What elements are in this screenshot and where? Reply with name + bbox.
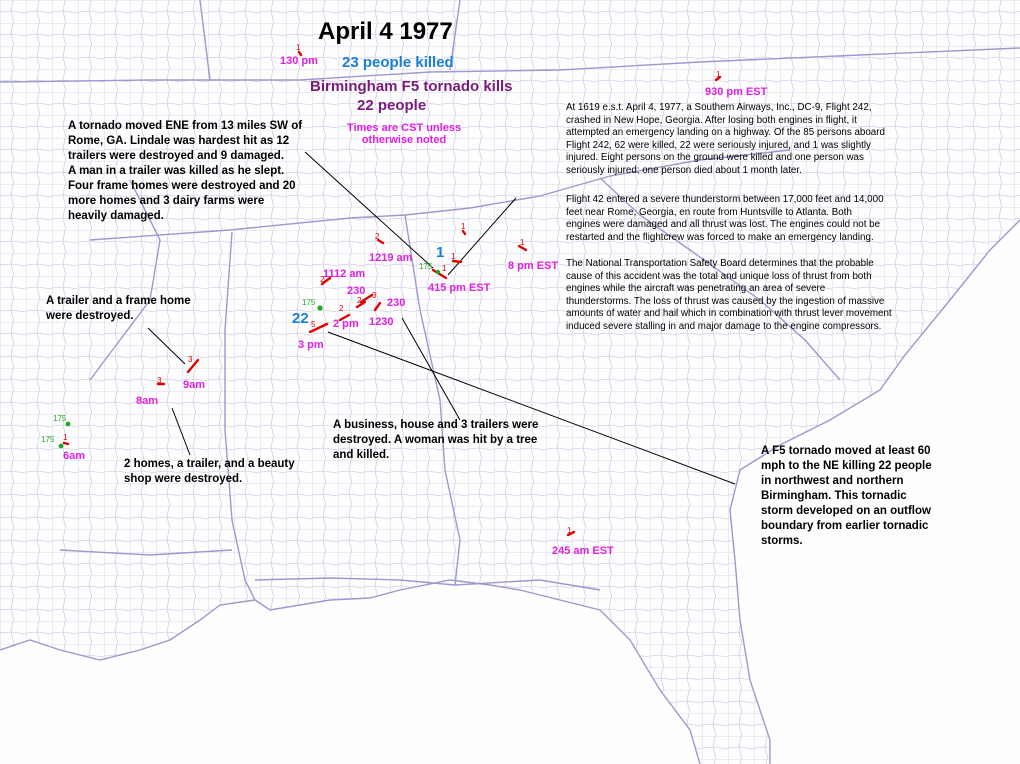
- fujita-label: 3: [157, 376, 162, 385]
- fujita-label: 1: [520, 238, 525, 247]
- time-label: 245 am EST: [552, 545, 614, 557]
- headline-line1: Birmingham F5 tornado kills: [310, 78, 513, 95]
- times-note: Times are CST unless otherwise noted: [346, 122, 462, 146]
- fujita-label: 1: [442, 264, 447, 273]
- fujita-label: 2: [375, 232, 380, 241]
- time-label: 2 pm: [333, 318, 359, 330]
- flight-marker-label: 1: [436, 244, 445, 261]
- report-label: 175: [53, 414, 67, 423]
- track-6am: [64, 443, 68, 444]
- time-label: 1112 am: [323, 268, 366, 280]
- fujita-label: 5: [311, 320, 316, 329]
- track-ga2: [453, 261, 461, 262]
- fujita-label: 1: [451, 252, 456, 261]
- annotation-beauty-shop: 2 homes, a trailer, and a beauty shop were destroyed.: [124, 458, 295, 485]
- fujita-label: 2: [357, 296, 362, 305]
- fujita-label: 2: [320, 275, 325, 284]
- time-label: 230: [347, 285, 366, 297]
- annotation-trailer-home: A trailer and a frame home were destroyed.: [46, 295, 191, 322]
- time-label: 415 pm EST: [428, 282, 491, 294]
- time-label: 6am: [63, 450, 86, 462]
- deaths-subtitle: 23 people killed: [342, 54, 454, 71]
- annotation-f5: A F5 tornado moved at least 60 mph to the NE killing 22 people in northwest and northern Birmingham. This tornadic storm developed on an outflow boundary from earlier tornadic storms.: [761, 445, 932, 547]
- fujita-label: 1: [461, 222, 466, 231]
- time-label: 230: [387, 297, 406, 309]
- narrative-paragraph-1: At 1619 e.s.t. April 4, 1977, a Southern Airways, Inc., DC-9, Flight 242, crashed in New Hope, Georgia. After losing both engines in flight, it attempted an emergency landing on a highway. Of the 85 persons aboard Flight 242, 62 were killed, 22 were seriously injured, and 1 was slightly injured. Eight persons on the ground were killed and one person was seriously injured; one person died about 1 month later.: [566, 102, 885, 176]
- time-label: 3 pm: [298, 339, 324, 351]
- page-title: April 4 1977: [318, 18, 453, 45]
- fujita-label: 1: [567, 526, 572, 535]
- fujita-label: 1: [63, 433, 68, 442]
- annotation-business: A business, house and 3 trailers were destroyed. A woman was hit by a tree and killed.: [333, 419, 539, 461]
- fujita-label: 3: [372, 291, 377, 300]
- report-label: 175: [419, 262, 433, 271]
- track-mid1: [463, 231, 465, 234]
- time-label: 8 pm EST: [508, 260, 559, 272]
- time-label: 9am: [183, 379, 206, 391]
- fujita-label: 1: [716, 70, 721, 79]
- time-label: 1230: [369, 316, 394, 328]
- narrative-paragraph-3: The National Transportation Safety Board determines that the probable cause of this accident was the total and unique loss of thrust from both engines while the aircraft was penetrating an area of severe thunderstorms. The loss of thrust was caused by the ingestion of massive amounts of water and hail which in combination with thrust lever movement induced severe stalling in and major damage to the engine compressors.: [566, 258, 892, 332]
- narrative-paragraph-2: Flight 42 entered a severe thunderstorm between 17,000 feet and 14,000 feet near Rome, Georgia, en route from Huntsville to Atlanta. Both engines were damaged and all thrust was lost. The engines could not be restarted and the flightcrew was forced to make an emergency landing.: [566, 194, 884, 243]
- report-label: 175: [41, 435, 55, 444]
- fujita-label: 2: [339, 304, 344, 313]
- time-label: 130 pm: [280, 55, 318, 67]
- time-label: 1219 am: [369, 252, 413, 264]
- fujita-label: 1: [296, 43, 301, 52]
- headline-line2: 22 people: [357, 97, 427, 114]
- time-label: 8am: [136, 395, 159, 407]
- time-label: 930 pm EST: [705, 86, 768, 98]
- birmingham-deaths-label: 22: [292, 310, 309, 327]
- fujita-label: 3: [188, 355, 193, 364]
- annotation-rome: A tornado moved ENE from 13 miles SW of Rome, GA. Lindale was hardest hit as 12 trailers were destroyed and 9 damaged. A man in a trailer was killed as he slept. Four frame homes were destroyed and 20 more homes and 3 dairy farms were heavily damaged.: [68, 120, 303, 222]
- report-label: 175: [302, 298, 316, 307]
